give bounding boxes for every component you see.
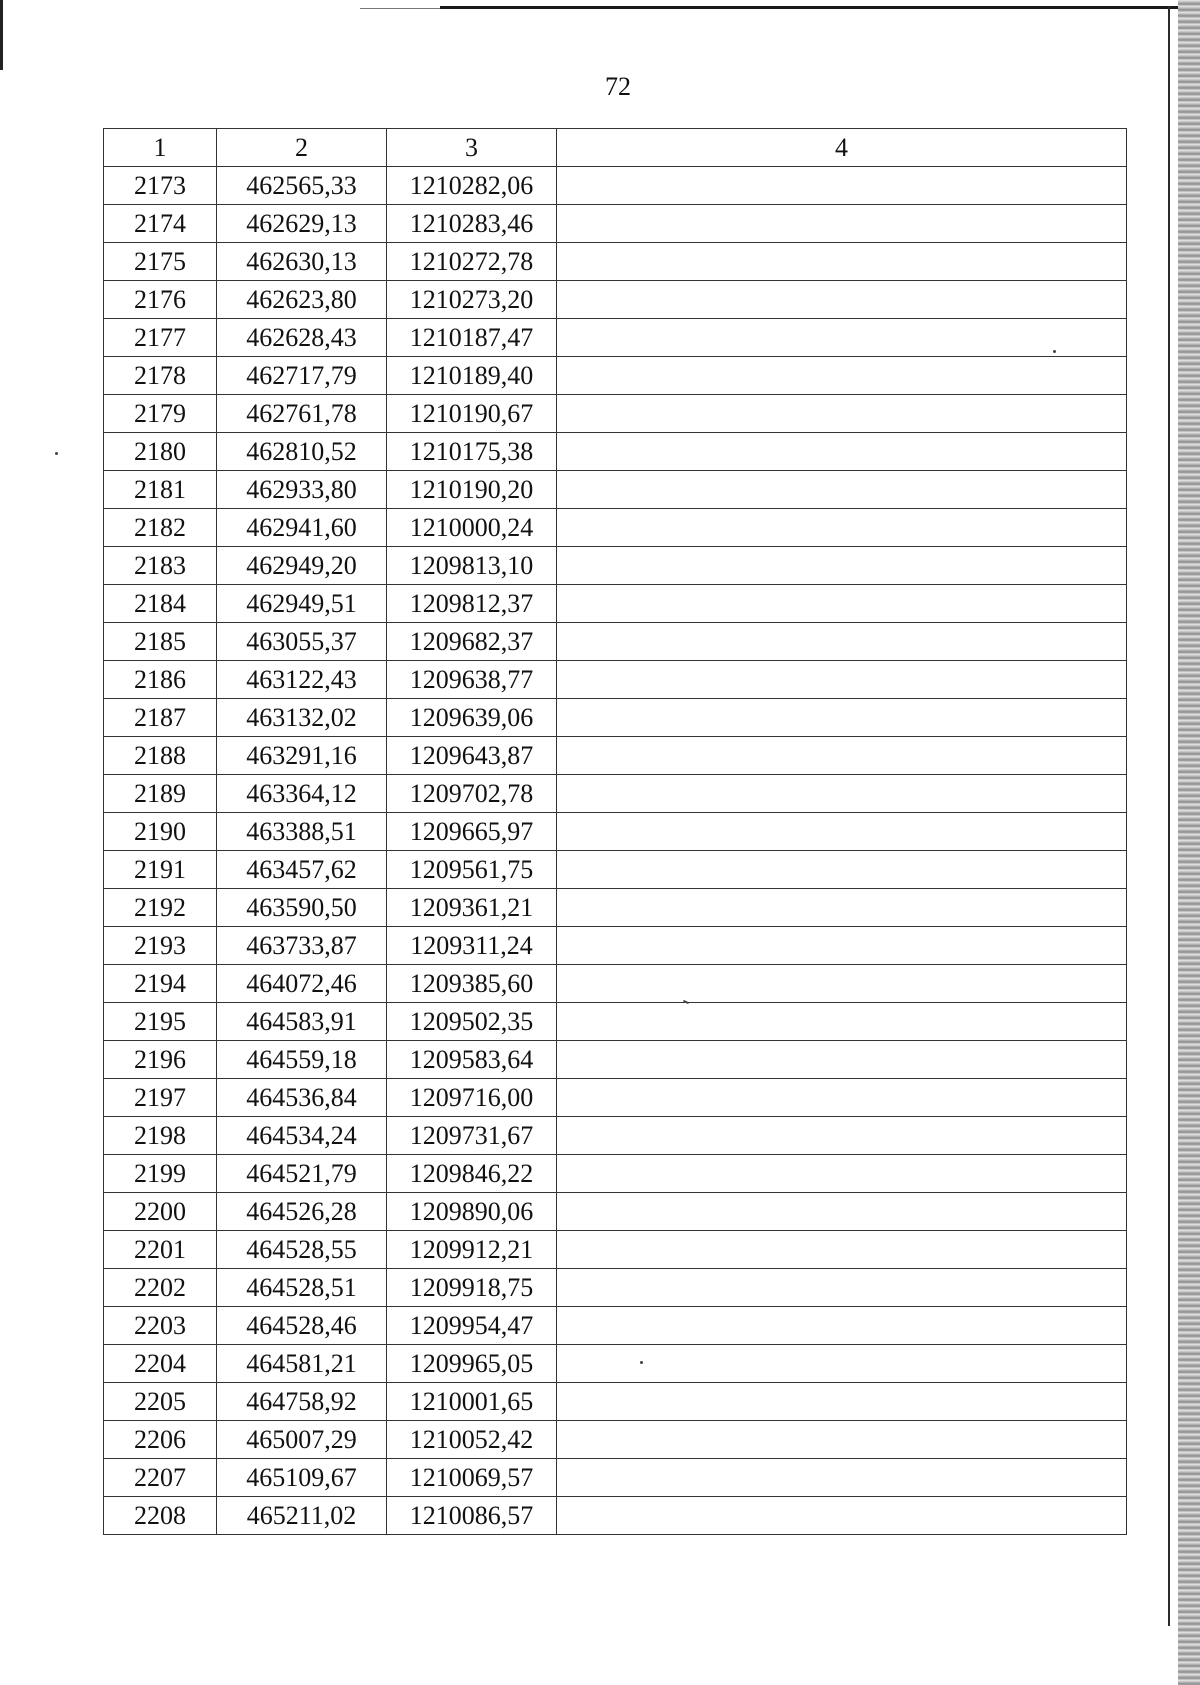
point-number-cell: 2203 (104, 1307, 217, 1345)
table-row (104, 357, 1127, 395)
description-cell (557, 547, 1127, 585)
description-cell (557, 889, 1127, 927)
y-coordinate-cell: 1210175,38 (387, 433, 557, 471)
point-number-cell: 2196 (104, 1041, 217, 1079)
x-coordinate-cell: 462630,13 (217, 243, 387, 281)
point-number-cell: 2185 (104, 623, 217, 661)
point-number-cell: 2182 (104, 509, 217, 547)
x-coordinate-cell: 462761,78 (217, 395, 387, 433)
table-row (104, 1383, 1127, 1421)
point-number-cell: 2175 (104, 243, 217, 281)
y-coordinate-cell: 1210190,67 (387, 395, 557, 433)
table-row (104, 737, 1127, 775)
point-number-cell: 2181 (104, 471, 217, 509)
point-number-cell: 2194 (104, 965, 217, 1003)
table-row (104, 1231, 1127, 1269)
column-header-2: 2 (217, 129, 387, 167)
x-coordinate-cell: 465211,02 (217, 1497, 387, 1535)
table-row (104, 1307, 1127, 1345)
x-coordinate-cell: 464528,55 (217, 1231, 387, 1269)
description-cell (557, 1003, 1127, 1041)
page-number: 72 (605, 72, 631, 101)
y-coordinate-cell: 1210272,78 (387, 243, 557, 281)
x-coordinate-cell: 463291,16 (217, 737, 387, 775)
y-coordinate-cell: 1210001,65 (387, 1383, 557, 1421)
point-number-cell: 2193 (104, 927, 217, 965)
table-row (104, 813, 1127, 851)
description-cell (557, 1421, 1127, 1459)
point-number-cell: 2204 (104, 1345, 217, 1383)
point-number-cell: 2184 (104, 585, 217, 623)
description-cell (557, 775, 1127, 813)
x-coordinate-cell: 465007,29 (217, 1421, 387, 1459)
description-cell (557, 205, 1127, 243)
point-number-cell: 2201 (104, 1231, 217, 1269)
x-coordinate-cell: 463590,50 (217, 889, 387, 927)
y-coordinate-cell: 1209702,78 (387, 775, 557, 813)
scan-right-border (1168, 6, 1170, 1626)
table-row (104, 1497, 1127, 1535)
point-number-cell: 2173 (104, 167, 217, 205)
point-number-cell: 2186 (104, 661, 217, 699)
column-header-3: 3 (387, 129, 557, 167)
y-coordinate-cell: 1210190,20 (387, 471, 557, 509)
coordinates-table (103, 128, 1127, 1535)
point-number-cell: 2190 (104, 813, 217, 851)
description-cell (557, 965, 1127, 1003)
table-row (104, 509, 1127, 547)
description-cell (557, 243, 1127, 281)
x-coordinate-cell: 464536,84 (217, 1079, 387, 1117)
y-coordinate-cell: 1210000,24 (387, 509, 557, 547)
description-cell (557, 661, 1127, 699)
point-number-cell: 2205 (104, 1383, 217, 1421)
table-row (104, 1003, 1127, 1041)
scan-top-line-thin (360, 8, 450, 9)
y-coordinate-cell: 1209311,24 (387, 927, 557, 965)
description-cell (557, 167, 1127, 205)
x-coordinate-cell: 464581,21 (217, 1345, 387, 1383)
y-coordinate-cell: 1209561,75 (387, 851, 557, 889)
x-coordinate-cell: 465109,67 (217, 1459, 387, 1497)
description-cell (557, 1383, 1127, 1421)
point-number-cell: 2176 (104, 281, 217, 319)
scan-speck (1053, 350, 1056, 353)
table-row (104, 1079, 1127, 1117)
table-row (104, 1421, 1127, 1459)
description-cell (557, 1231, 1127, 1269)
description-cell (557, 927, 1127, 965)
y-coordinate-cell: 1209731,67 (387, 1117, 557, 1155)
table-row (104, 965, 1127, 1003)
scan-left-mark (0, 0, 3, 70)
x-coordinate-cell: 463055,37 (217, 623, 387, 661)
table-row (104, 167, 1127, 205)
description-cell (557, 1269, 1127, 1307)
x-coordinate-cell: 464072,46 (217, 965, 387, 1003)
table-row (104, 243, 1127, 281)
point-number-cell: 2191 (104, 851, 217, 889)
y-coordinate-cell: 1210282,06 (387, 167, 557, 205)
y-coordinate-cell: 1209682,37 (387, 623, 557, 661)
y-coordinate-cell: 1209812,37 (387, 585, 557, 623)
x-coordinate-cell: 463132,02 (217, 699, 387, 737)
description-cell (557, 281, 1127, 319)
description-cell (557, 1079, 1127, 1117)
point-number-cell: 2188 (104, 737, 217, 775)
table-body (104, 167, 1127, 1535)
y-coordinate-cell: 1209965,05 (387, 1345, 557, 1383)
description-cell (557, 395, 1127, 433)
x-coordinate-cell: 462623,80 (217, 281, 387, 319)
scan-top-line (440, 6, 1180, 9)
description-cell (557, 1193, 1127, 1231)
y-coordinate-cell: 1210273,20 (387, 281, 557, 319)
point-number-cell: 2202 (104, 1269, 217, 1307)
x-coordinate-cell: 464528,51 (217, 1269, 387, 1307)
scan-speck (55, 452, 58, 455)
description-cell (557, 737, 1127, 775)
x-coordinate-cell: 464758,92 (217, 1383, 387, 1421)
point-number-cell: 2180 (104, 433, 217, 471)
x-coordinate-cell: 462717,79 (217, 357, 387, 395)
y-coordinate-cell: 1209890,06 (387, 1193, 557, 1231)
x-coordinate-cell: 462941,60 (217, 509, 387, 547)
y-coordinate-cell: 1209846,22 (387, 1155, 557, 1193)
column-header-4: 4 (557, 129, 1127, 167)
scan-speck (640, 1361, 643, 1364)
y-coordinate-cell: 1210283,46 (387, 205, 557, 243)
table-row (104, 851, 1127, 889)
table-row (104, 699, 1127, 737)
point-number-cell: 2177 (104, 319, 217, 357)
y-coordinate-cell: 1209954,47 (387, 1307, 557, 1345)
description-cell (557, 1041, 1127, 1079)
x-coordinate-cell: 463457,62 (217, 851, 387, 889)
table-row (104, 395, 1127, 433)
x-coordinate-cell: 462949,20 (217, 547, 387, 585)
table-row (104, 319, 1127, 357)
x-coordinate-cell: 464534,24 (217, 1117, 387, 1155)
y-coordinate-cell: 1209918,75 (387, 1269, 557, 1307)
y-coordinate-cell: 1209665,97 (387, 813, 557, 851)
description-cell (557, 509, 1127, 547)
table-row (104, 623, 1127, 661)
y-coordinate-cell: 1209638,77 (387, 661, 557, 699)
y-coordinate-cell: 1209361,21 (387, 889, 557, 927)
description-cell (557, 471, 1127, 509)
table-row (104, 1117, 1127, 1155)
point-number-cell: 2179 (104, 395, 217, 433)
x-coordinate-cell: 462629,13 (217, 205, 387, 243)
y-coordinate-cell: 1209583,64 (387, 1041, 557, 1079)
x-coordinate-cell: 464526,28 (217, 1193, 387, 1231)
description-cell (557, 1307, 1127, 1345)
table-row (104, 775, 1127, 813)
table-row (104, 433, 1127, 471)
x-coordinate-cell: 462933,80 (217, 471, 387, 509)
x-coordinate-cell: 464559,18 (217, 1041, 387, 1079)
y-coordinate-cell: 1210086,57 (387, 1497, 557, 1535)
point-number-cell: 2174 (104, 205, 217, 243)
table-row (104, 1459, 1127, 1497)
description-cell (557, 1155, 1127, 1193)
point-number-cell: 2192 (104, 889, 217, 927)
x-coordinate-cell: 463122,43 (217, 661, 387, 699)
point-number-cell: 2178 (104, 357, 217, 395)
description-cell (557, 1459, 1127, 1497)
description-cell (557, 699, 1127, 737)
x-coordinate-cell: 464521,79 (217, 1155, 387, 1193)
table-row (104, 205, 1127, 243)
y-coordinate-cell: 1210052,42 (387, 1421, 557, 1459)
table-row (104, 1193, 1127, 1231)
y-coordinate-cell: 1210069,57 (387, 1459, 557, 1497)
table-row (104, 889, 1127, 927)
description-cell (557, 357, 1127, 395)
description-cell (557, 319, 1127, 357)
x-coordinate-cell: 462565,33 (217, 167, 387, 205)
point-number-cell: 2183 (104, 547, 217, 585)
table-row (104, 585, 1127, 623)
description-cell (557, 585, 1127, 623)
description-cell (557, 1117, 1127, 1155)
description-cell (557, 1497, 1127, 1535)
x-coordinate-cell: 462628,43 (217, 319, 387, 357)
column-header-1: 1 (104, 129, 217, 167)
point-number-cell: 2198 (104, 1117, 217, 1155)
point-number-cell: 2195 (104, 1003, 217, 1041)
y-coordinate-cell: 1209813,10 (387, 547, 557, 585)
table-row (104, 927, 1127, 965)
point-number-cell: 2197 (104, 1079, 217, 1117)
description-cell (557, 851, 1127, 889)
table-row (104, 281, 1127, 319)
point-number-cell: 2200 (104, 1193, 217, 1231)
x-coordinate-cell: 463388,51 (217, 813, 387, 851)
point-number-cell: 2207 (104, 1459, 217, 1497)
y-coordinate-cell: 1210189,40 (387, 357, 557, 395)
table-row (104, 547, 1127, 585)
table-header (104, 129, 1127, 167)
description-cell (557, 813, 1127, 851)
y-coordinate-cell: 1209502,35 (387, 1003, 557, 1041)
y-coordinate-cell: 1210187,47 (387, 319, 557, 357)
table-row (104, 1041, 1127, 1079)
scan-right-edge (1178, 0, 1200, 1685)
y-coordinate-cell: 1209385,60 (387, 965, 557, 1003)
x-coordinate-cell: 462949,51 (217, 585, 387, 623)
x-coordinate-cell: 464528,46 (217, 1307, 387, 1345)
point-number-cell: 2189 (104, 775, 217, 813)
y-coordinate-cell: 1209639,06 (387, 699, 557, 737)
table-row (104, 471, 1127, 509)
x-coordinate-cell: 463733,87 (217, 927, 387, 965)
point-number-cell: 2208 (104, 1497, 217, 1535)
point-number-cell: 2187 (104, 699, 217, 737)
table-row (104, 661, 1127, 699)
x-coordinate-cell: 462810,52 (217, 433, 387, 471)
table-row (104, 1269, 1127, 1307)
table-row (104, 1155, 1127, 1193)
table-header-row (104, 129, 1127, 167)
y-coordinate-cell: 1209643,87 (387, 737, 557, 775)
x-coordinate-cell: 464583,91 (217, 1003, 387, 1041)
y-coordinate-cell: 1209912,21 (387, 1231, 557, 1269)
point-number-cell: 2199 (104, 1155, 217, 1193)
y-coordinate-cell: 1209716,00 (387, 1079, 557, 1117)
description-cell (557, 623, 1127, 661)
description-cell (557, 433, 1127, 471)
x-coordinate-cell: 463364,12 (217, 775, 387, 813)
table-row (104, 1345, 1127, 1383)
point-number-cell: 2206 (104, 1421, 217, 1459)
